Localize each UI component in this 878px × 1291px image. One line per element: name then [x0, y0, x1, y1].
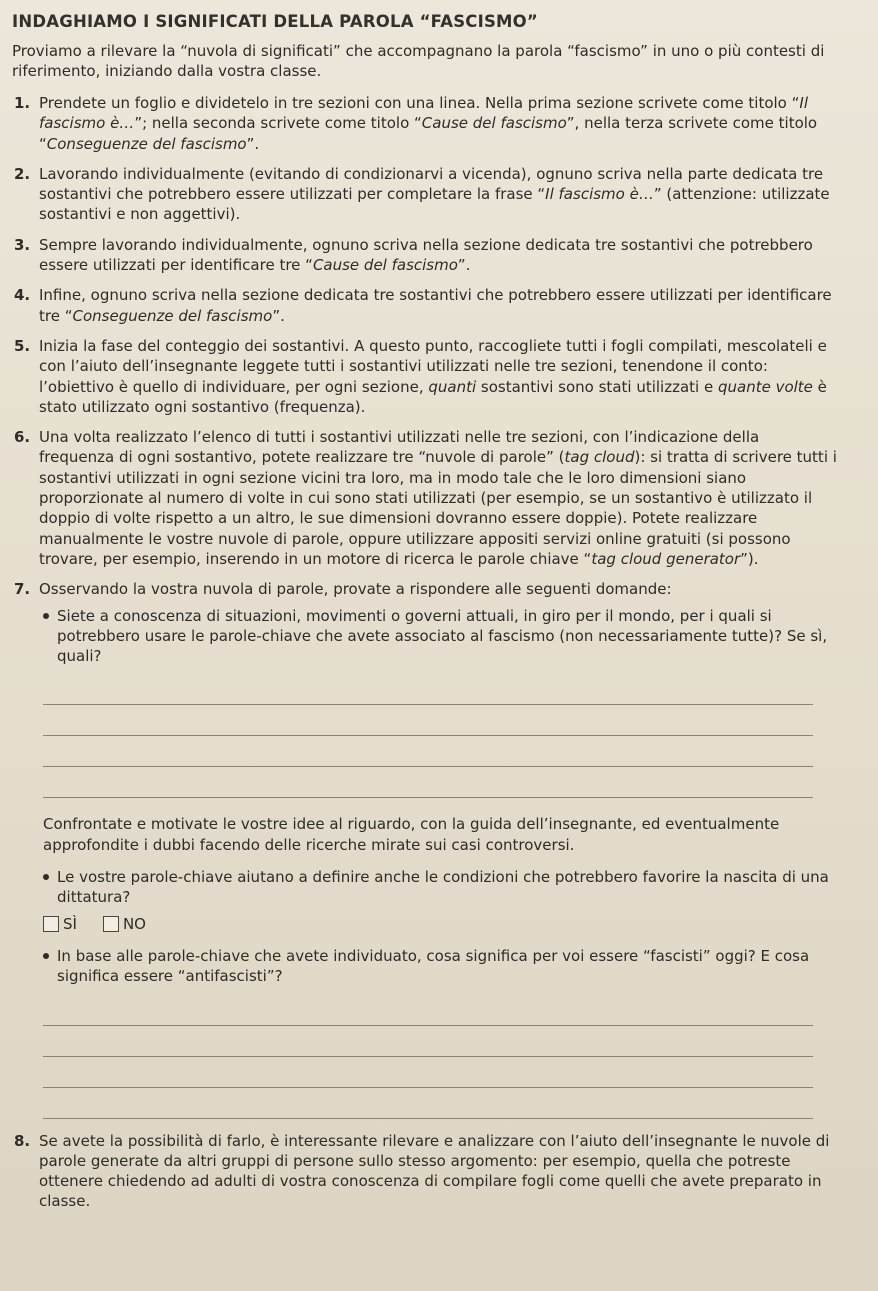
step-number: 3. [14, 235, 31, 254]
answer-line[interactable] [43, 995, 813, 1026]
yes-no-options [43, 914, 838, 934]
question-3: In base alle parole-chiave che avete individuato, cosa significa per voi essere “fascisti” oggi? E cosa significa essere “antifascisti”? [39, 946, 838, 1119]
step-8: 8. Se avete la possibilità di farlo, è interessante rilevare e analizzare con l’aiuto dell’insegnante le nuvole di parole generate da altri gruppi di persone sullo stesso argomento: per esempio, quella che potreste ottenere chiedendo ad adulti di vostra conoscenza di compilare fogli come quelli che avete preparato in classe. [14, 1131, 830, 1211]
step-number: 6. [14, 428, 31, 447]
page-title: INDAGHIAMO I SIGNIFICATI DELLA PAROLA “FASCISMO” [12, 12, 538, 31]
step-number: 7. [14, 580, 31, 599]
bullet-icon [43, 613, 49, 619]
checkbox-icon[interactable] [43, 916, 59, 932]
step-number: 5. [14, 336, 31, 355]
question-1: Siete a conoscenza di situazioni, movimenti o governi attuali, in giro per il mondo, per i quali si potrebbero usare le parole-chiave che avete associato al fascismo (non necessariamente tutte)? Se sì, quali? Confrontate e motivate le vostre idee al riguardo, con la guida dell’insegnante, ed eventualmente approfondite i dubbi facendo delle ricerche mirate sui casi controversi. [39, 606, 838, 855]
option-no[interactable]: NO [103, 914, 146, 934]
steps-list [12, 93, 838, 1212]
step-6: 6. Una volta realizzato l’elenco di tutti i sostantivi utilizzati nelle tre sezioni, con l’indicazione della frequenza di ogni sostantivo, potete realizzare tre “nuvole di parole” (tag cloud): si tratta di scrivere tutti i sostantivi utilizzati in ogni sezione vicini tra loro, ma in modo tale che le loro dimensioni siano proporzionate al numero di volte in cui sono stati utilizzati (per esempio, se un sostantivo è utilizzato il doppio di volte rispetto a un altro, le sue dimensioni dovranno essere doppie). Potete realizzare manualmente le vostre nuvole di parole, oppure utilizzare appositi servizi online gratuiti (si possono trovare, per esempio, inserendo in un motore di ricerca le parole chiave “tag cloud generator”). [14, 428, 837, 568]
bullet-icon [43, 874, 49, 880]
answer-lines-3[interactable] [43, 995, 838, 1119]
step-number: 1. [14, 94, 31, 112]
step-7-lead: Osservando la vostra nuvola di parole, provate a rispondere alle seguenti domande: [39, 580, 672, 599]
step-number: 4. [14, 286, 31, 305]
question-2: Le vostre parole-chiave aiutano a definire anche le condizioni che potrebbero favorire la nascita di una dittatura? SÌ NO [39, 867, 838, 934]
step-4: 4. Infine, ognuno scriva nella sezione dedicata tre sostantivi che potrebbero essere utilizzati per identificare tre “Conseguenze del fascismo”. [14, 286, 832, 325]
step-number: 8. [14, 1131, 31, 1150]
intro-paragraph: Proviamo a rilevare la “nuvola di significati” che accompagnano la parola “fascismo” in uno o più contesti di riferimento, iniziando dalla vostra classe. [12, 42, 825, 80]
step-number: 2. [14, 164, 31, 183]
step-1: 1. Prendete un foglio e dividetelo in tre sezioni con una linea. Nella prima sezione scrivete come titolo “Il fascismo è…”; nella seconda scrivete come titolo “Cause del fascismo”, nella terza scrivete come titolo “Conseguenze del fascismo”. [14, 94, 818, 153]
question-1-followup: Confrontate e motivate le vostre idee al riguardo, con la guida dell’insegnante, ed eventualmente approfondite i dubbi facendo delle ricerche mirate sui casi controversi. [43, 815, 780, 854]
answer-line[interactable] [43, 767, 813, 798]
answer-line[interactable] [43, 1026, 813, 1057]
answer-line[interactable] [43, 736, 813, 767]
answer-line[interactable] [43, 1057, 813, 1088]
answer-lines-1[interactable] [43, 674, 838, 798]
questions-list [39, 606, 838, 1119]
step-5: 5. Inizia la fase del conteggio dei sostantivi. A questo punto, raccogliete tutti i fogli compilati, mescolateli e con l’aiuto dell’insegnante leggete tutti i sostantivi utilizzati nelle tre sezioni, tenendone il conto: l’obiettivo è quello di individuare, per ogni sezione, quanti sostantivi sono stati utilizzati e quante volte è stato utilizzato ogni sostantivo (frequenza). [14, 336, 827, 416]
step-2: 2. Lavorando individualmente (evitando di condizionarvi a vicenda), ognuno scriva nella parte dedicata tre sostantivi che potrebbero essere utilizzati per completare la frase “Il fascismo è…” (attenzione: utilizzate sostantivi e non aggettivi). [14, 164, 830, 224]
answer-line[interactable] [43, 1088, 813, 1119]
answer-line[interactable] [43, 674, 813, 705]
step-7 [12, 579, 838, 1118]
bullet-icon [43, 953, 49, 959]
checkbox-icon[interactable] [103, 916, 119, 932]
answer-line[interactable] [43, 705, 813, 736]
step-3: 3. Sempre lavorando individualmente, ognuno scriva nella sezione dedicata tre sostantivi che potrebbero essere utilizzati per identificare tre “Cause del fascismo”. [14, 235, 813, 275]
option-yes[interactable]: SÌ [43, 914, 77, 934]
